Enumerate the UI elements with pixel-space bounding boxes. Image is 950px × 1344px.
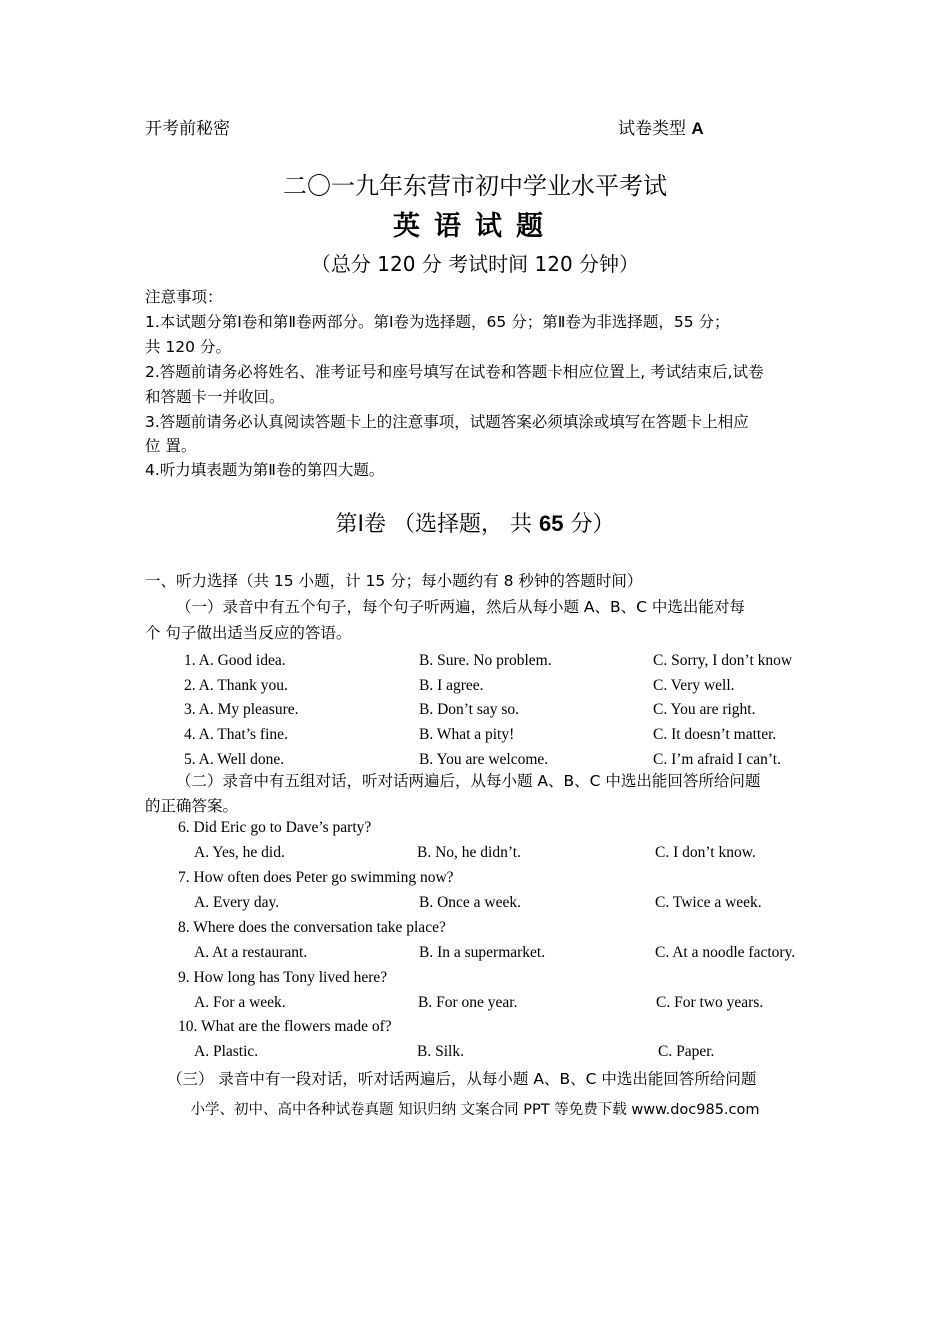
section-1-heading (0, 507, 950, 538)
q10-option-b: B. Silk. (417, 1043, 464, 1060)
sub-1-instruction-b: 个 句子做出适当反应的答语。 (145, 624, 352, 642)
q2-option-c: C. Very well. (653, 677, 735, 694)
q5-option-c: C. I’m afraid I can’t. (653, 751, 781, 768)
q10-stem: 10. What are the flowers made of? (178, 1018, 392, 1035)
q2-option-b: B. I agree. (419, 677, 484, 694)
notice-item-4: 4.听力填表题为第Ⅱ卷的第四大题。 (145, 461, 385, 479)
paper-type-label: 试卷类型 (618, 119, 686, 139)
q4-option-a: 4. A. That’s fine. (184, 726, 288, 743)
q6-option-c: C. I don’t know. (655, 844, 756, 861)
notice-item-3a: 3.答题前请务必认真阅读答题卡上的注意事项，试题答案必须填涂或填写在答题卡上相应 (145, 413, 749, 431)
notice-heading: 注意事项： (145, 288, 223, 306)
section-1-suffix: 分） (563, 512, 615, 537)
q7-option-c: C. Twice a week. (655, 894, 762, 911)
q5-option-b: B. You are welcome. (419, 751, 549, 768)
q8-option-a: A. At a restaurant. (194, 944, 308, 961)
exam-info: （总分 120 分 考试时间 120 分钟） (310, 252, 640, 276)
subject-title: 英语试题 (393, 211, 557, 242)
sub-1-instruction-a: （一）录音中有五个句子，每个句子听两遍，然后从每小题 A、B、C 中选出能对每 (176, 598, 745, 616)
sub-2-instruction-a: （二）录音中有五组对话，听对话两遍后，从每小题 A、B、C 中选出能回答所给问题 (176, 772, 761, 790)
sub-3-instruction: （三） 录音中有一段对话，听对话两遍后，从每小题 A、B、C 中选出能回答所给问题 (167, 1070, 757, 1088)
confidential-label: 开考前秘密 (145, 119, 230, 139)
q1-option-a: 1. A. Good idea. (184, 652, 286, 669)
q9-option-a: A. For a week. (194, 994, 286, 1011)
q6-option-a: A. Yes, he did. (194, 844, 285, 861)
notice-item-1b: 共 120 分。 (145, 338, 231, 356)
sub-2-instruction-b: 的正确答案。 (145, 797, 239, 815)
q3-option-b: B. Don’t say so. (419, 701, 520, 718)
q8-stem: 8. Where does the conversation take place? (178, 919, 446, 936)
q10-option-a: A. Plastic. (194, 1043, 259, 1060)
q4-option-c: C. It doesn’t matter. (653, 726, 777, 743)
section-1-score: 65 (538, 511, 564, 536)
section-1-prefix: 第Ⅰ卷 （选择题， 共 (335, 512, 539, 537)
q3-option-c: C. You are right. (653, 701, 756, 718)
q9-stem: 9. How long has Tony lived here? (178, 969, 388, 986)
q1-option-b: B. Sure. No problem. (419, 652, 552, 669)
paper-type-value: A (691, 119, 704, 138)
q4-option-b: B. What a pity! (419, 726, 515, 743)
q5-option-a: 5. A. Well done. (184, 751, 285, 768)
q8-option-b: B. In a supermarket. (419, 944, 546, 961)
exam-title: 二〇一九年东营市初中学业水平考试 (283, 172, 667, 200)
q1-option-c: C. Sorry, I don’t know (653, 652, 793, 669)
q7-option-b: B. Once a week. (419, 894, 521, 911)
notice-item-2a: 2.答题前请务必将姓名、准考证号和座号填写在试卷和答题卡相应位置上, 考试结束后,试卷 (145, 363, 764, 381)
q2-option-a: 2. A. Thank you. (184, 677, 288, 694)
q10-option-c: C. Paper. (658, 1043, 715, 1060)
q7-option-a: A. Every day. (194, 894, 280, 911)
q6-stem: 6. Did Eric go to Dave’s party? (178, 819, 372, 836)
footer-watermark: 小学、初中、高中各种试卷真题 知识归纳 文案合同 PPT 等免费下载 www.doc985.com (190, 1102, 760, 1118)
notice-item-1a: 1.本试题分第Ⅰ卷和第Ⅱ卷两部分。第Ⅰ卷为选择题，65 分；第Ⅱ卷为非选择题，55 分； (145, 313, 730, 331)
notice-item-2b: 和答题卡一并收回。 (145, 388, 285, 406)
q6-option-b: B. No, he didn’t. (417, 844, 521, 861)
part-1-heading: 一、听力选择（共 15 小题，计 15 分；每小题约有 8 秒钟的答题时间） (145, 572, 643, 590)
q9-option-b: B. For one year. (418, 994, 518, 1011)
q9-option-c: C. For two years. (656, 994, 764, 1011)
q7-stem: 7. How often does Peter go swimming now? (178, 869, 454, 886)
q3-option-a: 3. A. My pleasure. (184, 701, 299, 718)
paper-type (618, 114, 704, 139)
q8-option-c: C. At a noodle factory. (655, 944, 796, 961)
notice-item-3b: 位 置。 (145, 437, 197, 455)
